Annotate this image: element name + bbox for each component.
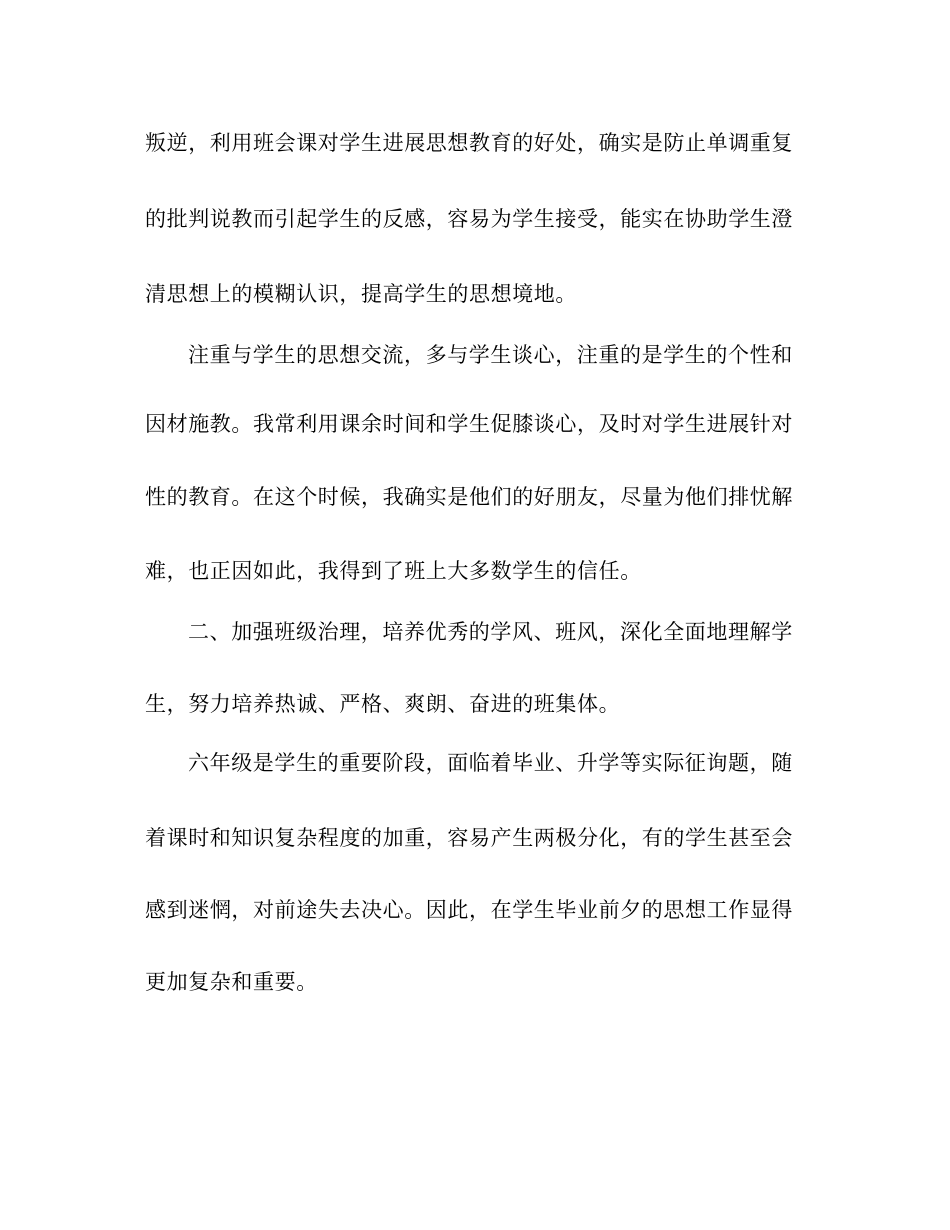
text-line: 的批判说教而引起学生的反感，容易为学生接受，能实在协助学生澄 (145, 207, 793, 231)
paragraph-first-line: 注重与学生的思想交流，多与学生谈心，注重的是学生的个性和 (188, 343, 793, 367)
paragraph-first-line: 六年级是学生的重要阶段，面临着毕业、升学等实际征询题，随 (188, 751, 793, 775)
text-line: 因材施教。我常利用课余时间和学生促膝谈心，及时对学生进展针对 (145, 412, 793, 436)
section-heading-line: 二、加强班级治理，培养优秀的学风、班风，深化全面地理解学 (188, 620, 793, 644)
section-heading-line: 生，努力培养热诚、严格、爽朗、奋进的班集体。 (145, 692, 621, 716)
text-line: 着课时和知识复杂程度的加重，容易产生两极分化，有的学生甚至会 (145, 826, 793, 850)
text-line: 性的教育。在这个时候，我确实是他们的好朋友，尽量为他们排忧解 (145, 485, 793, 509)
text-line: 感到迷惘，对前途失去决心。因此，在学生毕业前夕的思想工作显得 (145, 898, 793, 922)
text-line: 清思想上的模糊认识，提高学生的思想境地。 (145, 282, 577, 306)
text-line: 更加复杂和重要。 (145, 970, 318, 994)
text-line: 叛逆，利用班会课对学生进展思想教育的好处，确实是防止单调重复 (145, 131, 793, 155)
text-line: 难，也正因如此，我得到了班上大多数学生的信任。 (145, 559, 642, 583)
